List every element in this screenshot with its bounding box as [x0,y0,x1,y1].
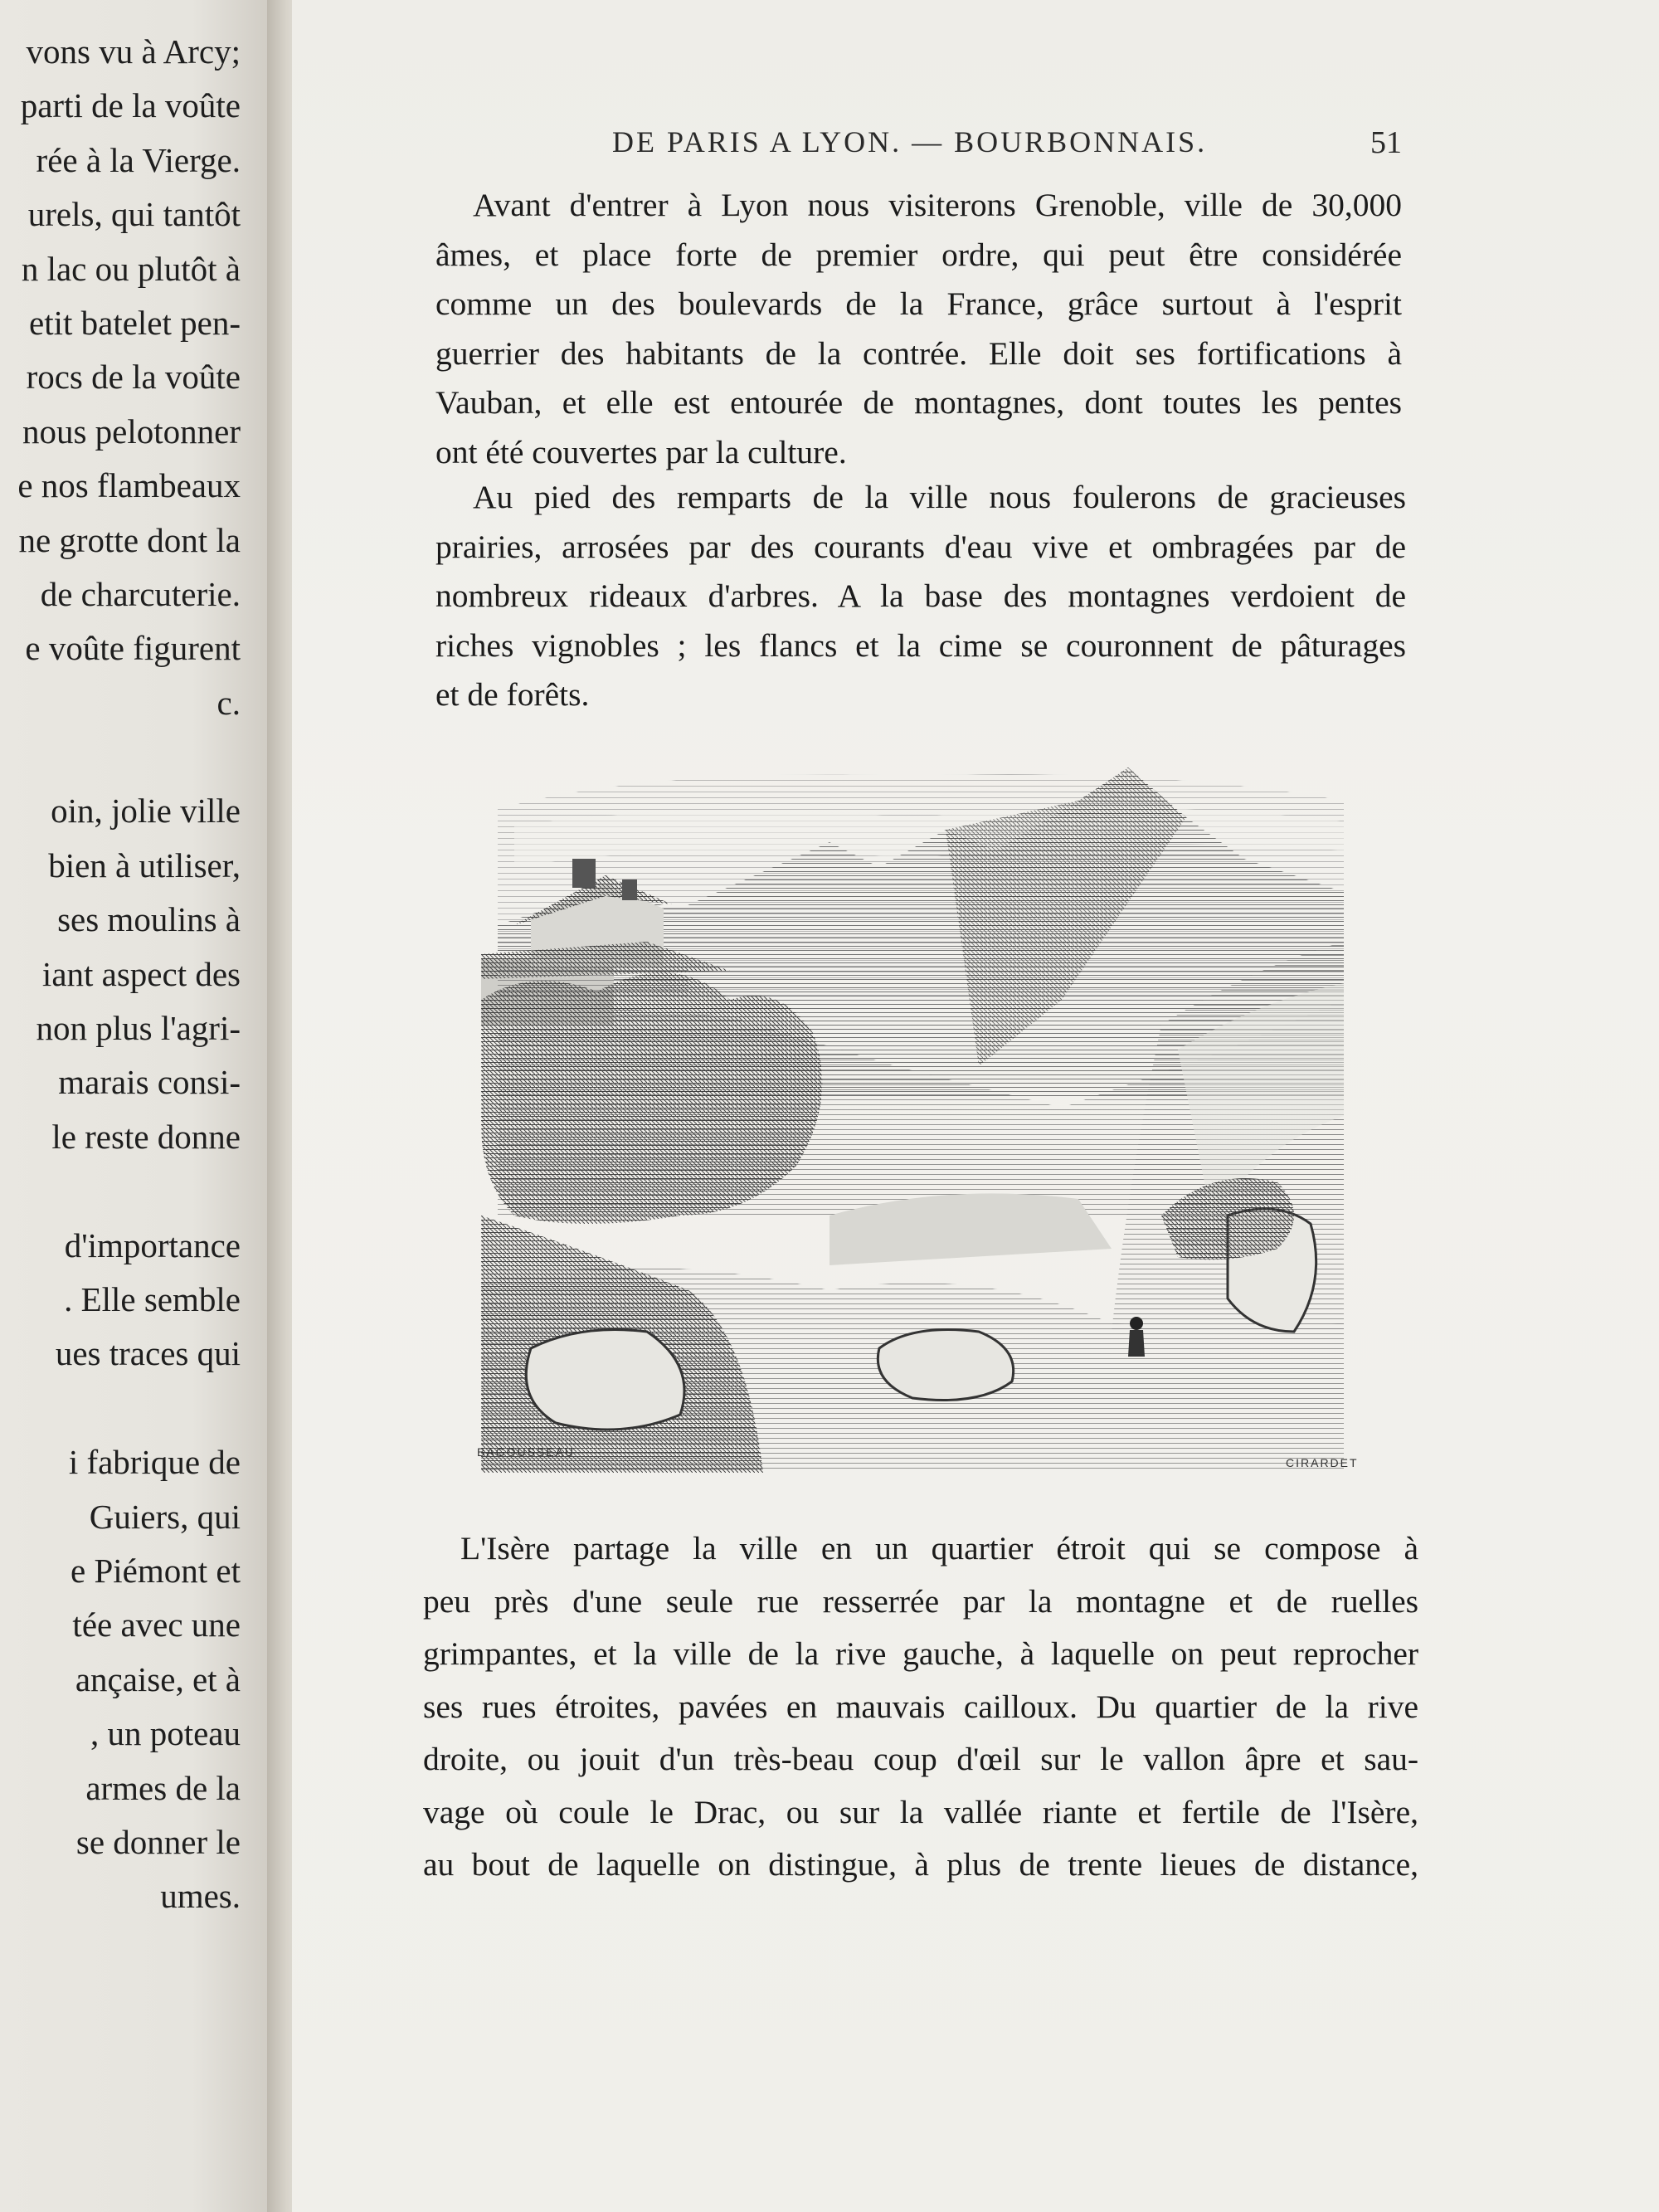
left-page-line: ançaise, et à [75,1659,241,1698]
left-page-line [0,1381,274,1435]
left-page-line: n lac ou plutôt à [21,249,241,288]
engraver-signature-left: BAGOUSSEAU [477,1445,576,1459]
left-facing-page [0,0,274,2212]
left-page-line: ne grotte dont la [18,520,241,559]
paragraph-grenoble-intro [435,181,1402,477]
text-line: comme un des boulevards de la France, grâce surtout à l'esprit [435,285,1402,322]
text-line: ont été couvertes par la culture. [435,433,847,470]
left-page-line: se donner le [75,1822,241,1861]
left-page-line: vons vu à Arcy; [26,32,241,71]
left-page-line: oin, jolie ville [51,792,241,831]
left-page-text [0,25,274,1924]
left-page-line: urels, qui tantôt [27,195,241,234]
left-page-line: , un poteau [90,1714,241,1753]
engraving-illustration [481,751,1360,1473]
running-head: DE PARIS A LYON. — BOURBONNAIS. [612,125,1208,158]
text-line: prairies, arrosées par des courants d'eau vive et ombragées par de [435,528,1406,565]
left-page-line: . Elle semble [64,1279,241,1318]
text-line: riches vignobles ; les flancs et la cime se couronnent de pâturages [435,626,1406,664]
left-page-line: marais consi- [58,1063,241,1102]
left-page-line: nous pelotonner [22,412,241,451]
left-page-line: c. [216,683,241,722]
text-line: et de forêts. [435,676,590,713]
left-page-line: armes de la [85,1768,241,1807]
text-line: au bout de laquelle on distingue, à plus de trente lieues de distance, [423,1846,1418,1883]
text-line: peu près d'une seule rue resserrée par la montagne et de ruelles [423,1582,1418,1620]
left-page-line: d'importance [64,1225,241,1264]
text-line: Vauban, et elle est entourée de montagnes, dont toutes les pentes [435,384,1402,421]
text-line: droite, ou jouit d'un très-beau coup d'œil sur le vallon âpre et sau- [423,1741,1418,1777]
left-page-line: ses moulins à [57,900,241,939]
text-line: L'Isère partage la ville en un quartier étroit qui se compose à [460,1530,1418,1566]
left-page-line: de charcuterie. [40,574,241,613]
text-line: Au pied des remparts de la ville nous foulerons de gracieuses [473,479,1406,515]
left-page-line [0,730,274,784]
page-header [324,124,1402,174]
engraver-signature-right: CIRARDET [1286,1456,1359,1469]
left-page-line: parti de la voûte [20,86,241,125]
text-line: âmes, et place forte de premier ordre, qui peut être considérée [435,236,1402,273]
engraving-landscape-image [481,751,1360,1473]
left-page-line: etit batelet pen- [29,303,241,342]
left-page-line: le reste donne [51,1117,241,1156]
left-page-line: rée à la Vierge. [36,140,241,179]
left-page-line: umes. [160,1877,241,1916]
text-line: Avant d'entrer à Lyon nous visiterons Grenoble, ville de 30,000 [473,187,1402,223]
paragraph-isere [423,1523,1418,1892]
left-page-line: tée avec une [72,1605,241,1644]
paragraph-remparts [435,473,1406,720]
text-line: ses rues étroites, pavées en mauvais cailloux. Du quartier de la rive [423,1688,1418,1725]
left-page-line [0,1164,274,1218]
left-page-line: i fabrique de [68,1443,241,1482]
left-page-line: ues traces qui [55,1334,241,1373]
left-page-line: Guiers, qui [89,1497,241,1536]
left-page-line: e voûte figurent [25,629,241,668]
left-page-line: e Piémont et [71,1551,241,1590]
page-number: 51 [1370,125,1402,160]
text-line: vage où coule le Drac, ou sur la vallée riante et fertile de l'Isère, [423,1793,1418,1830]
left-page-line: iant aspect des [41,954,241,993]
text-line: nombreux rideaux d'arbres. A la base des montagnes verdoient de [435,577,1406,614]
left-page-line: non plus l'agri- [36,1009,241,1048]
left-page-line: rocs de la voûte [26,358,241,397]
text-line: grimpantes, et la ville de la rive gauche, à laquelle on peut reprocher [423,1635,1418,1672]
left-page-line: e nos flambeaux [17,466,241,505]
text-line: guerrier des habitants de la contrée. Elle doit ses fortifications à [435,334,1402,372]
left-page-line: bien à utiliser, [48,845,241,884]
